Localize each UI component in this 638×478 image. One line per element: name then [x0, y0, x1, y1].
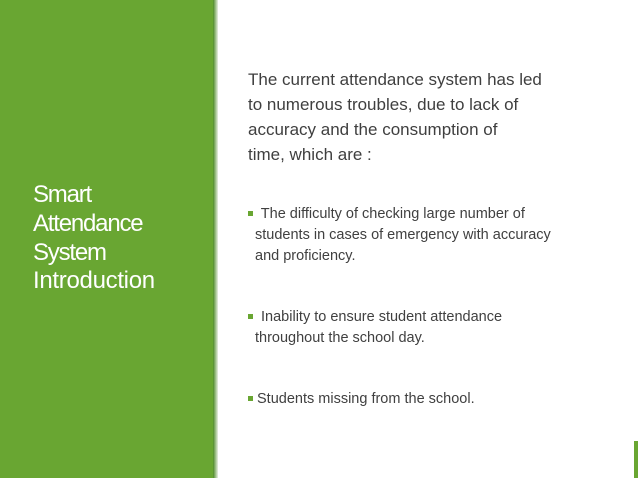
slide-subtitle: Introduction	[33, 267, 155, 294]
right-accent-bar	[634, 441, 638, 478]
bullet-square-icon	[248, 396, 253, 401]
slide-title-line-3: System	[33, 239, 106, 266]
bullet-square-icon	[248, 314, 253, 319]
bullet-item-3	[248, 389, 608, 410]
slide-title-line-1: Smart	[33, 181, 92, 208]
bullet-2-line-2: throughout the school day.	[255, 330, 425, 346]
intro-line-4: time, which are :	[248, 145, 372, 164]
bullet-square-icon	[248, 211, 253, 216]
bullet-1-line-3: and proficiency.	[255, 248, 356, 264]
slide-content	[248, 67, 608, 407]
bullet-item-2	[248, 307, 608, 349]
intro-line-3: accuracy and the consumption of	[248, 120, 498, 139]
bullet-1-line-2: students in cases of emergency with accuracy	[255, 227, 551, 243]
bullet-item-1	[248, 204, 608, 267]
intro-line-2: to numerous troubles, due to lack of	[248, 95, 519, 114]
panel-edge-divider	[213, 0, 218, 478]
bullet-3-line-1: Students missing from the school.	[257, 391, 475, 407]
bullet-1-line-1: The difficulty of checking large number of	[257, 206, 525, 222]
slide-title-line-2: Attendance	[33, 210, 143, 237]
slide-title-block	[33, 180, 208, 295]
bullet-2-line-1: Inability to ensure student attendance	[257, 309, 503, 325]
intro-line-1: The current attendance system has led	[248, 70, 542, 89]
intro-paragraph	[248, 67, 608, 167]
